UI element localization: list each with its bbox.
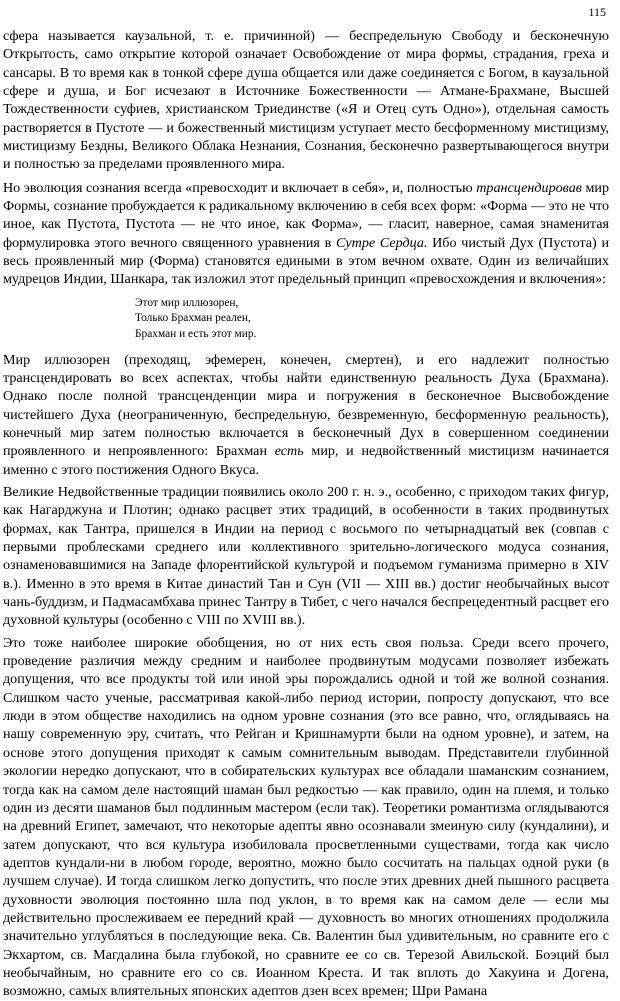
verse-line: Брахман и есть этот мир.	[135, 328, 257, 340]
paragraph-causal-sphere: сфера называется каузальной, т. е. причинной) — беспредельную Свободу и бесконечную Открытость, само открытие которой означает Освобождение от мира формы, страдания, греха и сансары. В то время как в тонкой сфере душа общается или даже соединяется с Богом, в каузальной сфере и душа, и Бог исчезают в Источнике Божественности — Атмане-Брахмане, Высшей Тождественности суфиев, христианском Триединстве («Я и Отец суть Одно»), отдельная самость растворяется в Пустоте — и божественный мистицизм уступает место бесформенному мистицизму, мистицизму Бездны, Великого Облака Незнания, Сознания, бесконечно развертывающегося внутри и полностью за пределами проявленного мира.	[3, 28, 609, 173]
text-run: Но эволюция сознания всегда «превосходит и включает в себя», и, полностью	[3, 179, 477, 196]
page-body	[3, 27, 609, 1001]
paragraph-nondual-traditions: Великие Недвойственные традиции появились около 200 г. н. э., особенно, с приходом таких фигур, как Нагарджуна и Плотин; однако расцвет этих традиций, в особенности в таких продвинутых формах, как Тантра, пришелся в Индии на период с восьмого по четырнадцатый век (совпав с первыми проблесками среднего или коллективного зрительно-логического модуса сознания, ознаменовавшимися на Западе флорентийской культурой и подъемом гуманизма примерно в XIV в.). Именно в это время в Китае династий Тан и Сун (VII — XIII вв.) достиг необычайных высот чань-буддизм, и Падмасамбхава принес Тантру в Тибет, с чего начался беспрецедентный расцвет его духовной культуры (особенно с VIII по XVIII вв.).	[3, 484, 609, 629]
page-number: 115	[588, 5, 606, 19]
verse-line: Только Брахман реален,	[135, 312, 251, 325]
text-run: мир, и недвойственный мистицизм начинается именно с этого постижения Одного Вкуса.	[3, 443, 609, 478]
paragraph-world-illusory	[3, 351, 609, 479]
italic-title-heart-sutra: Сутре Сердца.	[336, 234, 428, 251]
italic-word-is: есть	[274, 443, 304, 460]
paragraph-evolution-of-consciousness	[3, 179, 609, 289]
text-run: Мир иллюзорен (преходящ, эфемерен, конечен, смертен), и его надлежит полностью трансцендировать во всех аспектах, чтобы найти единственную реальность Духа (Брахмана). Однако после полной трансценденции мира и погружения в бесконечное Высвобождение чистейшего Духа (неограниченную, беспредельную, безвременную, бесформенную реальность), конечный мир затем полностью включается в бесконечный Дух в совершенном соединении проявленного и непроявленного: Брахман	[3, 351, 609, 460]
text-run: мир Формы, сознание пробуждается к радикальному включению в себя всех форм: «Форма — это не что иное, как Пустота, Пустота — не что иное, как Форма», — гласит, наверное, самая знаменитая формулировка этого вечного священного уравнения в	[3, 179, 609, 251]
paragraph-generalizations: Это тоже наиболее широкие обобщения, но от них есть своя польза. Среди всего прочего, проведение различия между средним и наиболее продвинутым модусами позволяет избежать допущения, что все продукты той или иной эры порождались одной и той же волной сознания. Слишком часто ученые, рассматривая какой-либо период истории, попросту допускают, что все люди в этом обществе находились на одном уровне сознания (это все равно, что, оглядываясь на нашу современную эру, считать, что Рейган и Кришнамурти были на одном уровне), и затем, на основе этого допущения приходят к самым сомнительным выводам. Представители глубинной экологии нередко допускают, что в собирательских культурах все обладали шаманским сознанием, тогда как на самом деле настоящий шаман был редкостью — как правило, один на племя, и только один из десяти шаманов был подлинным мастером (если так). Теоретики романтизма оглядываются на древний Египет, замечают, что некоторые адепты явно осознавали змеиную силу (кундалини), и затем допускают, что вся культура изобиловала просветленными существами, тогда как число адептов кундали-ни в любом городе, вероятно, можно было сосчитать на пальцах одной руки (в лучшем случае). И тогда слишком легко допустить, что после этих древних дней пышного расцвета духовности эволюция постоянно шла под уклон, в то время как на самом деле — если мы действительно прослеживаем ее передний край — духовность во многих отношениях продолжила значительно углубляться в последующие века. Св. Валентин был удивительным, но сравните его с Экхартом, св. Магдалина была глубокой, но сравните ее со св. Терезой Авильской. Боэций был необычайным, но сравните его со св. Иоанном Креста. И так вплоть до Хакуина и Догена, возможно, самых влиятельных японских адептов дзен всех времен; Шри Рамана	[3, 634, 609, 1000]
italic-term-transcend: трансцендировав	[476, 179, 582, 196]
shankara-verse	[135, 296, 609, 343]
verse-line: Этот мир иллюзорен,	[135, 296, 239, 309]
text-run: Ибо чистый Дух (Пустота) и весь проявленный мир (Форма) становятся едиными в этом вечном охвате. Один из величайших мудрецов Индии, Шанкара, так изложил этот предельный принцип «превосхождения и включения»:	[3, 234, 609, 288]
